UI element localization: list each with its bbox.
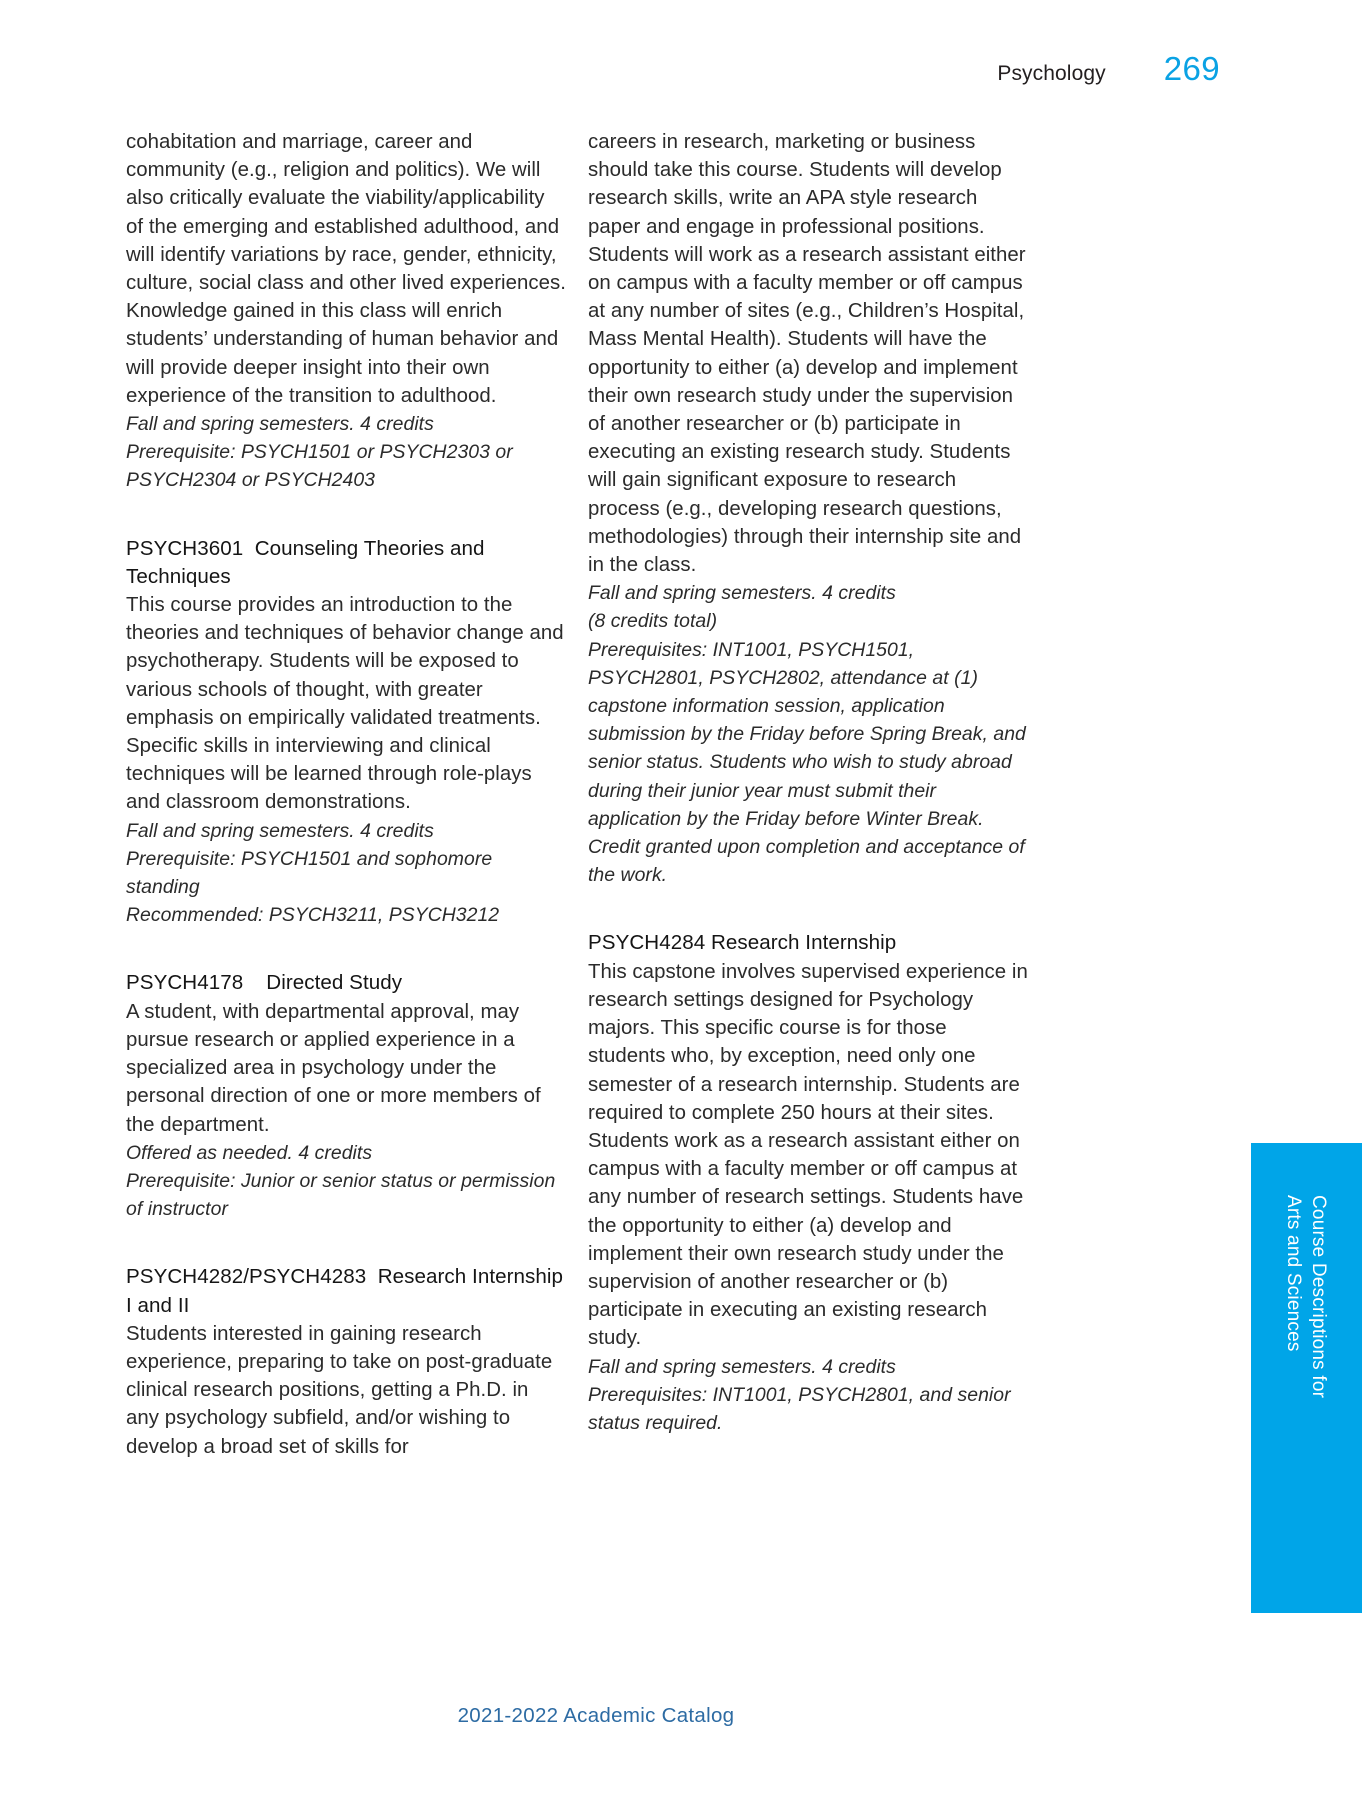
course-meta: Fall and spring semesters. 4 credits xyxy=(588,1355,896,1378)
section-spacer xyxy=(126,495,566,535)
header-section-title: Psychology xyxy=(997,62,1106,85)
course-description: This course provides an introduction to the theories and techniques of behavior change and psychotherapy. Students will be exposed to various schools of thought, with greater emphasis on empirically validated treatments. Specific skills in interviewing and clinical techniques will be learned through role-plays and classroom demonstrations. xyxy=(126,594,564,814)
continued-paragraph: cohabitation and marriage, career and community (e.g., religion and politics). We will also critically evaluate the viability/applicability of the emerging and established adulthood, and will identify variations by race, gender, ethnicity, culture, social class and other lived experiences. Knowledge gained in this class will enrich students’ understanding of human behavior and will provide deeper insight into their own experience of the transition to adulthood. xyxy=(126,131,566,407)
page-footer xyxy=(0,1704,1362,1728)
course-heading: PSYCH4178 Directed Study xyxy=(126,971,403,995)
course-prerequisite: Prerequisites: INT1001, PSYCH2801, and senior status required. xyxy=(588,1383,1011,1434)
course-heading: PSYCH4282/PSYCH4283 Research Internship I and II xyxy=(126,1265,569,1317)
course-prerequisite: Prerequisites: INT1001, PSYCH1501, PSYCH2801, PSYCH2802, attendance at (1) capstone information session, application submission by the Friday before Spring Break, and senior status. Students who wish to study abroad during their junior year must submit their application by the Friday before Winter Break. Credit granted upon completion and acceptance of the work. xyxy=(588,638,1026,887)
course-meta: Fall and spring semesters. 4 credits xyxy=(126,413,434,436)
course-heading: PSYCH4284 Research Internship xyxy=(588,931,897,955)
course-heading: PSYCH3601 Counseling Theories and Techniques xyxy=(126,536,490,588)
side-tab-line-1: Course Descriptions for xyxy=(1308,1195,1330,1399)
course-description: Students interested in gaining research experience, preparing to take on post-graduate clinical research positions, getting a Ph.D. in any psychology subfield, and/or wishing to develop a broad set of skills for xyxy=(126,1322,553,1458)
section-spacer xyxy=(126,929,566,969)
right-column xyxy=(588,128,1050,1461)
course-prerequisite: Prerequisite: PSYCH1501 and sophomore standing xyxy=(126,847,493,899)
continued-paragraph: careers in research, marketing or business should take this course. Students will develop research skills, write an APA style research paper and engage in professional positions. Students will work as a research assistant either on campus with a faculty member or off campus at any number of sites (e.g., Children’s Hospital, Mass Mental Health). Students will have the opportunity to either (a) develop and implement their own research study under the supervision of another researcher or (b) participate in executing an existing research study. Students will gain significant exposure to research process (e.g., developing research questions, methodologies) through their internship site and in the class. xyxy=(588,131,1026,577)
left-column xyxy=(126,128,588,1461)
course-prerequisite: Prerequisite: PSYCH1501 or PSYCH2303 or PSYCH2304 or PSYCH2403 xyxy=(126,441,513,492)
course-description: A student, with departmental approval, may pursue research or applied experience in a specialized area in psychology under the personal direction of one or more members of the department. xyxy=(126,1000,541,1136)
page-header xyxy=(0,52,1362,98)
page-number: 269 xyxy=(1163,50,1220,87)
footer-catalog-label: 2021-2022 Academic Catalog xyxy=(457,1704,735,1727)
section-side-tab xyxy=(1251,1143,1362,1613)
course-meta: Offered as needed. 4 credits xyxy=(126,1141,373,1164)
course-prerequisite: Prerequisite: Junior or senior status or permission of instructor xyxy=(126,1169,556,1221)
section-spacer xyxy=(588,889,1028,929)
course-description: This capstone involves supervised experience in research settings designed for Psychology majors. This specific course is for those students who, by exception, need only one semester of a research internship. Students are required to complete 250 hours at their sites. Students work as a research assistant either on campus with a faculty member or off campus at any number of research settings. Students have the opportunity to either (a) develop and implement their own research study under the supervision of another researcher or (b) participate in executing an existing research study. xyxy=(588,960,1028,1350)
side-tab-label xyxy=(1251,1143,1362,1613)
section-spacer xyxy=(126,1223,566,1263)
side-tab-line-2: Arts and Sciences xyxy=(1283,1195,1305,1352)
page-columns xyxy=(0,128,1362,1461)
course-meta: Fall and spring semesters. 4 credits xyxy=(126,819,434,842)
course-meta: Fall and spring semesters. 4 credits xyxy=(588,582,896,605)
course-recommended: Recommended: PSYCH3211, PSYCH3212 xyxy=(126,904,500,927)
course-credits-total: (8 credits total) xyxy=(588,610,718,633)
